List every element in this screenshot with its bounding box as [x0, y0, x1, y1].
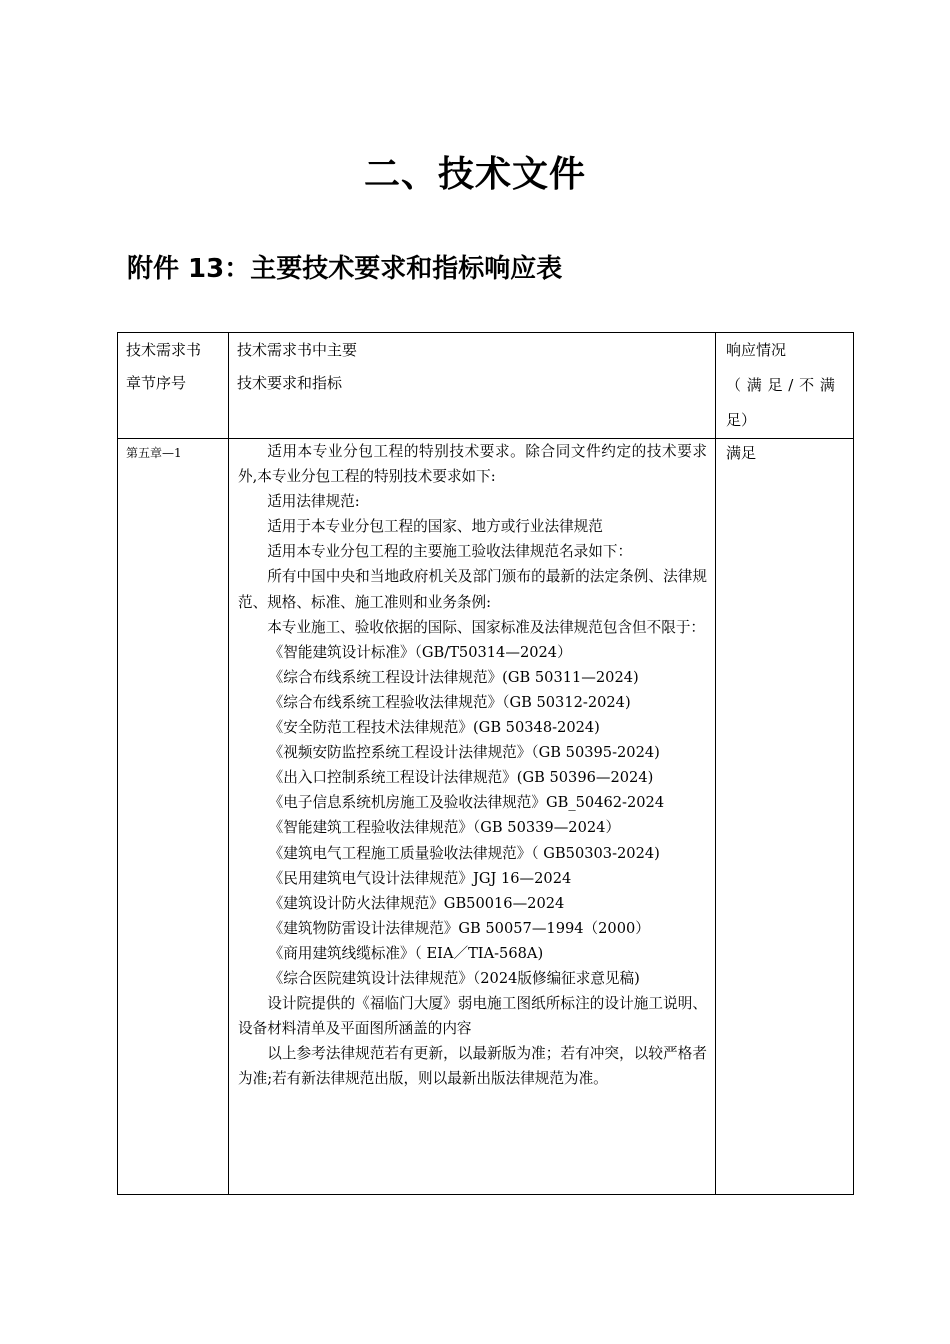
standard-item: 《综合医院建筑设计法律规范》（2024版修编征求意见稿) [268, 969, 640, 987]
header-requirement-cell [229, 333, 716, 439]
requirement-paragraph: 所有中国中央和当地政府机关及部门颁布的最新的法定条例、法律规范、规格、标准、施工准则和业务条例: [238, 568, 707, 611]
standard-item: 《智能建筑工程验收法律规范》（GB 50339—2024） [268, 819, 621, 837]
standard-item: 《建筑电气工程施工质量验收法律规范》（ GB50303-2024) [268, 844, 660, 862]
requirement-paragraph: 适用法律规范: [267, 493, 360, 511]
header-chapter-line1: 技术需求书 [126, 341, 202, 359]
chapter-cell [118, 439, 229, 1195]
standard-item: 《建筑物防雷设计法律规范》GB 50057—1994（2000） [268, 919, 650, 937]
header-chapter-line2: 章节序号 [126, 374, 187, 392]
requirement-paragraph: 适用本专业分包工程的特别技术要求。除合同文件约定的技术要求外,本专业分包工程的特别技术要求如下: [238, 443, 707, 486]
requirement-text [229, 439, 715, 1091]
requirement-paragraph: 适用于本专业分包工程的国家、地方或行业法律规范 [267, 518, 603, 536]
header-response-line2: （ 满 足 / 不 满 [726, 376, 836, 394]
header-response-cell [716, 333, 854, 439]
header-requirement-line1: 技术需求书中主要 [237, 341, 358, 359]
response-cell [716, 439, 854, 1195]
standard-item: 《智能建筑设计标准》（GB/T50314—2024） [268, 643, 572, 661]
response-value: 满足 [726, 444, 757, 462]
header-response-line3: 足） [726, 411, 757, 429]
standard-item: 《电子信息系统机房施工及验收法律规范》GB_50462-2024 [268, 794, 665, 812]
standard-item: 《商用建筑线缆标准》（ EIA／TIA-568A) [268, 944, 544, 962]
standard-item: 《综合布线系统工程验收法律规范》（GB 50312-2024) [268, 693, 631, 711]
header-chapter-cell [118, 333, 229, 439]
chapter-number: 第五章—1 [126, 446, 182, 460]
requirement-paragraph: 设计院提供的《福临门大厦》弱电施工图纸所标注的设计施工说明、设备材料清单及平面图所涵盖的内容 [238, 995, 707, 1038]
header-response-line1: 响应情况 [726, 341, 787, 359]
standard-item: 《综合布线系统工程设计法律规范》(GB 50311—2024) [268, 668, 639, 686]
requirement-paragraph: 本专业施工、验收依据的国际、国家标准及法律规范包含但不限于： [267, 618, 706, 636]
table-row [118, 439, 854, 1195]
requirement-paragraph: 以上参考法律规范若有更新，以最新版为准；若有冲突，以较严格者为准;若有新法律规范出版，则以最新出版法律规范为准。 [238, 1045, 707, 1088]
requirement-paragraph: 适用本专业分包工程的主要施工验收法律规范名录如下： [267, 543, 633, 561]
standard-item: 《视频安防监控系统工程设计法律规范》（GB 50395-2024) [268, 744, 660, 762]
attachment-title: 附件 13：主要技术要求和指标响应表 [127, 254, 563, 284]
standard-item: 《安全防范工程技术法律规范》(GB 50348-2024) [268, 719, 600, 737]
table-header-row [118, 333, 854, 439]
standard-item: 《民用建筑电气设计法律规范》JGJ 16—2024 [268, 869, 572, 887]
response-table [117, 332, 854, 1195]
requirement-cell [229, 439, 716, 1195]
standard-item: 《建筑设计防火法律规范》GB50016—2024 [268, 894, 565, 912]
header-requirement-line2: 技术要求和指标 [237, 374, 343, 392]
standard-item: 《出入口控制系统工程设计法律规范》(GB 50396—2024) [268, 769, 654, 787]
page-title: 二、技术文件 [363, 154, 586, 195]
